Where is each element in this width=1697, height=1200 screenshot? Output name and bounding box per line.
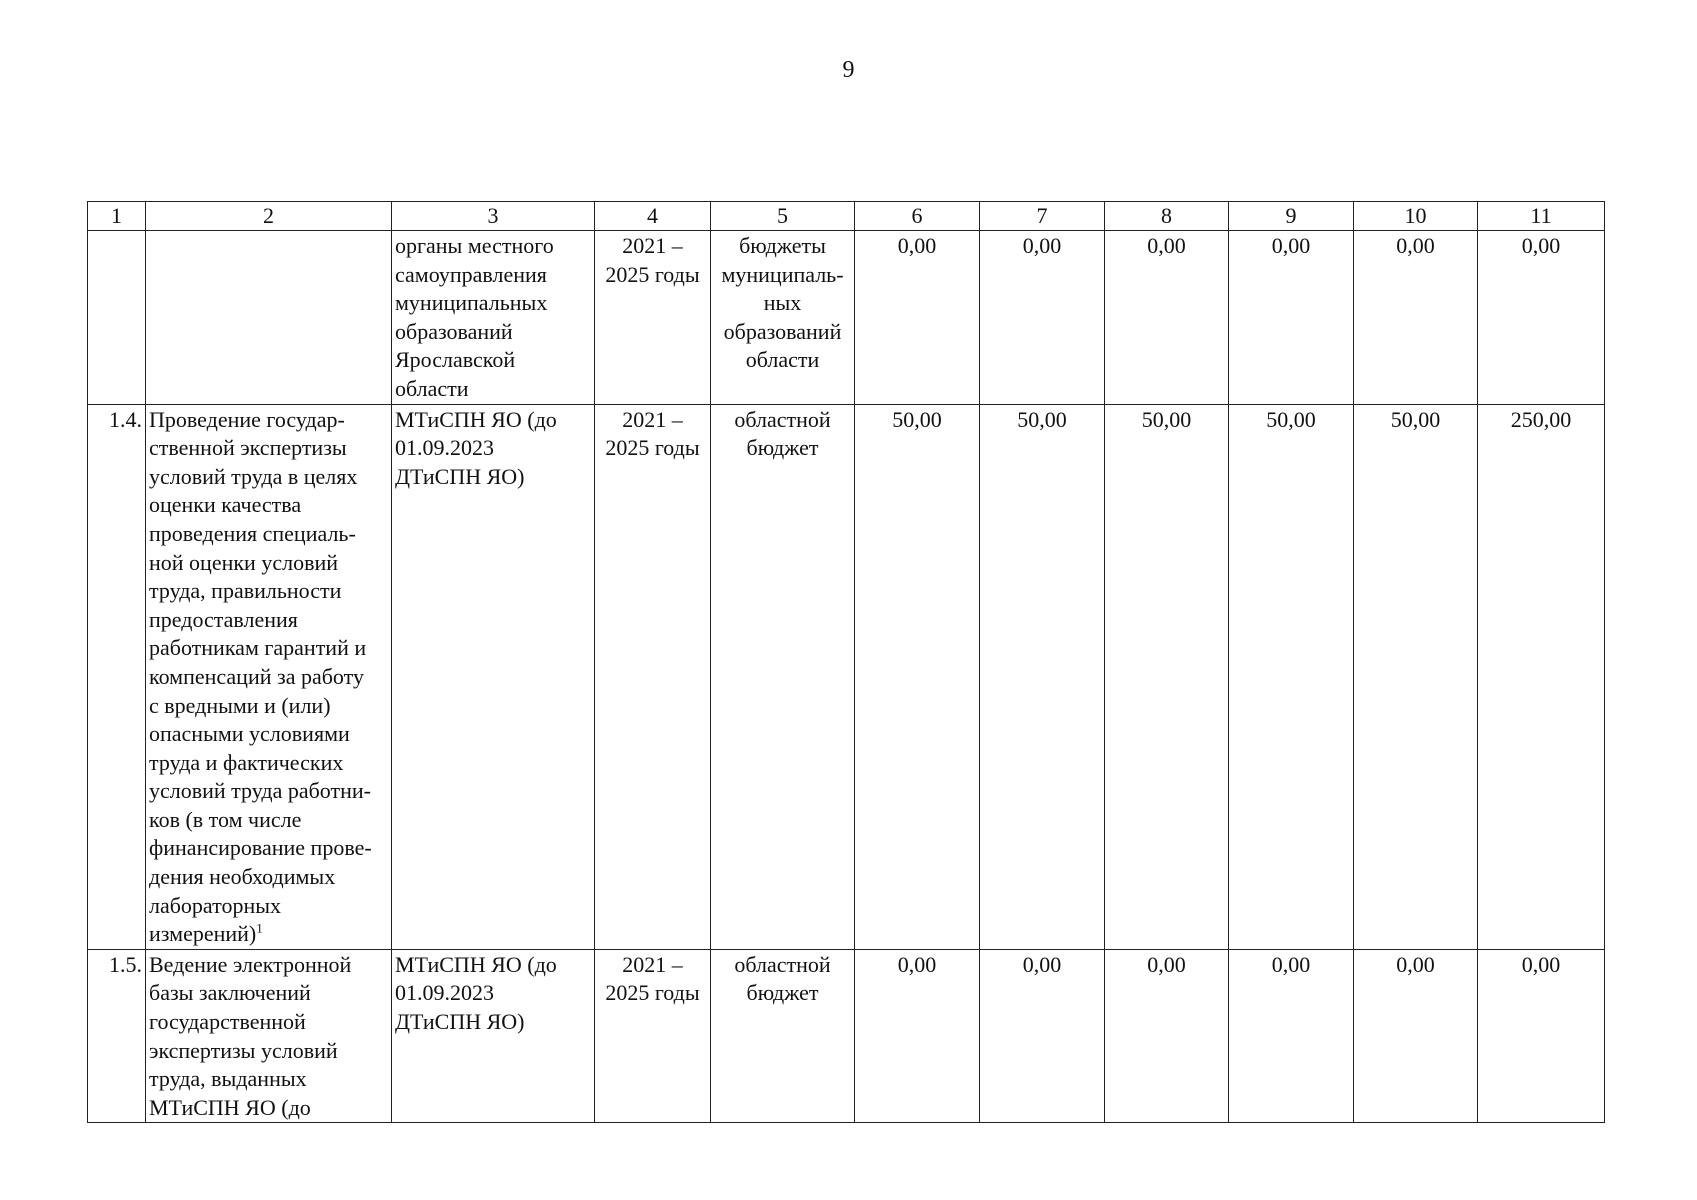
funding-source: областной бюджет bbox=[711, 404, 855, 949]
column-number: 10 bbox=[1354, 202, 1478, 231]
amount-cell: 50,00 bbox=[855, 404, 980, 949]
column-number: 4 bbox=[595, 202, 711, 231]
amount-cell: 0,00 bbox=[855, 949, 980, 1123]
amount-cell: 0,00 bbox=[1229, 231, 1354, 405]
column-number: 2 bbox=[146, 202, 392, 231]
funding-source: бюджеты муниципаль- ных образований области bbox=[711, 231, 855, 405]
measure-name-cell bbox=[146, 404, 392, 949]
column-number: 9 bbox=[1229, 202, 1354, 231]
table-row bbox=[88, 231, 1605, 405]
amount-cell: 0,00 bbox=[980, 231, 1105, 405]
measure-name: Ведение электронной базы заключений государственной экспертизы условий труда, выданных МТиСПН ЯО (до bbox=[146, 949, 392, 1123]
amount-cell: 0,00 bbox=[980, 949, 1105, 1123]
executor: МТиСПН ЯО (до 01.09.2023 ДТиСПН ЯО) bbox=[392, 404, 595, 949]
amount-cell: 0,00 bbox=[1354, 949, 1478, 1123]
program-table bbox=[87, 201, 1605, 1123]
amount-cell: 0,00 bbox=[1105, 949, 1229, 1123]
column-number: 11 bbox=[1478, 202, 1605, 231]
amount-total-cell: 0,00 bbox=[1478, 949, 1605, 1123]
executor: органы местного самоуправления муниципальных образований Ярославской области bbox=[392, 231, 595, 405]
column-number-row bbox=[88, 202, 1605, 231]
row-number: 1.4. bbox=[88, 404, 146, 949]
column-number: 8 bbox=[1105, 202, 1229, 231]
column-number: 5 bbox=[711, 202, 855, 231]
column-number: 7 bbox=[980, 202, 1105, 231]
row-number: 1.5. bbox=[88, 949, 146, 1123]
amount-cell: 0,00 bbox=[855, 231, 980, 405]
column-number: 1 bbox=[88, 202, 146, 231]
measure-name bbox=[146, 231, 392, 405]
table-row bbox=[88, 404, 1605, 949]
amount-cell: 0,00 bbox=[1229, 949, 1354, 1123]
amount-cell: 50,00 bbox=[1354, 404, 1478, 949]
amount-cell: 50,00 bbox=[1229, 404, 1354, 949]
page-number: 9 bbox=[842, 57, 855, 83]
column-number: 6 bbox=[855, 202, 980, 231]
amount-cell: 50,00 bbox=[1105, 404, 1229, 949]
funding-source: областной бюджет bbox=[711, 949, 855, 1123]
footnote-mark: 1 bbox=[256, 920, 263, 936]
period: 2021 – 2025 годы bbox=[595, 404, 711, 949]
amount-total-cell: 250,00 bbox=[1478, 404, 1605, 949]
period: 2021 – 2025 годы bbox=[595, 231, 711, 405]
executor: МТиСПН ЯО (до 01.09.2023 ДТиСПН ЯО) bbox=[392, 949, 595, 1123]
table-row bbox=[88, 949, 1605, 1123]
column-number: 3 bbox=[392, 202, 595, 231]
measure-name: Проведение государ- ственной экспертизы условий труда в целях оценки качества проведения специаль- ной оценки условий труда, правильности предоставления работникам гарантий и компенсаций за работу с вредными и (или) опасными условиями труда и фактических условий труда работни- ков (в том числе финансирование прове- дения необходимых лабораторных измерений) bbox=[149, 406, 372, 947]
period: 2021 – 2025 годы bbox=[595, 949, 711, 1123]
amount-cell: 50,00 bbox=[980, 404, 1105, 949]
amount-total-cell: 0,00 bbox=[1478, 231, 1605, 405]
row-number bbox=[88, 231, 146, 405]
amount-cell: 0,00 bbox=[1105, 231, 1229, 405]
amount-cell: 0,00 bbox=[1354, 231, 1478, 405]
